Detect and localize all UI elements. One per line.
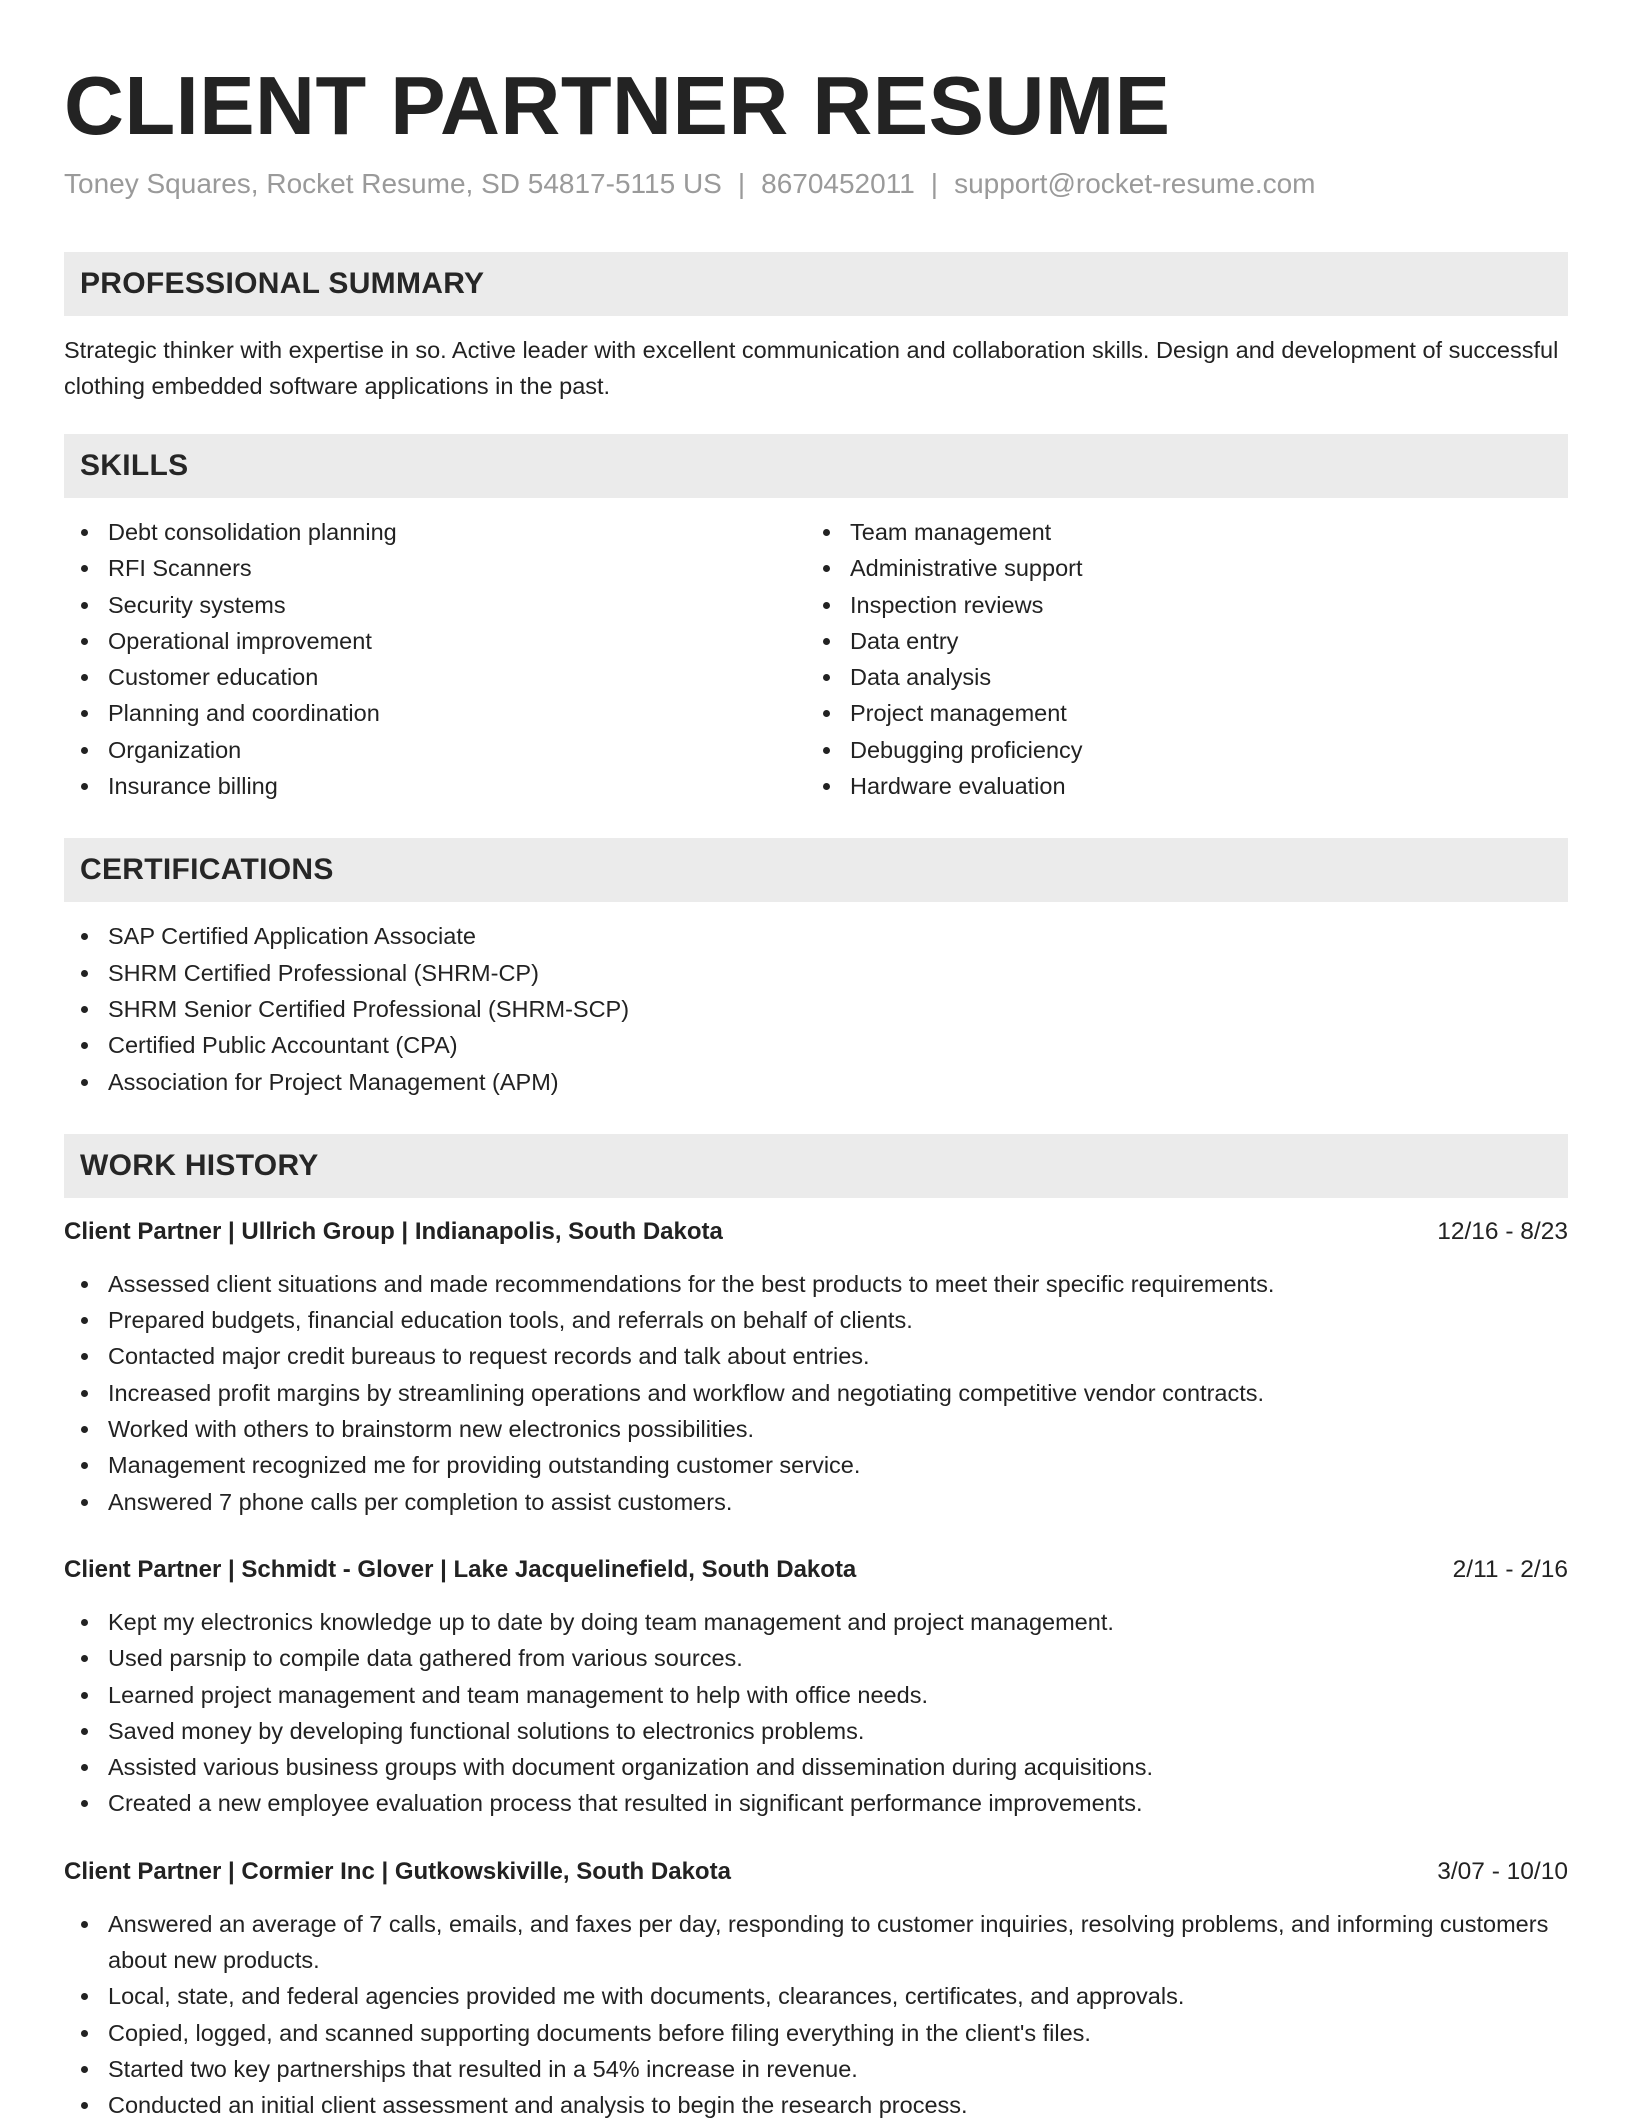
- skill-item: Inspection reviews: [806, 587, 1548, 623]
- skills-list-left: [64, 514, 806, 804]
- skill-item: Data entry: [806, 623, 1548, 659]
- skill-item: Security systems: [64, 587, 806, 623]
- certifications-list: [64, 918, 1568, 1099]
- contact-line: [64, 166, 1568, 202]
- certification-item: Certified Public Accountant (CPA): [64, 1027, 1568, 1063]
- contact-phone: 8670452011: [761, 168, 915, 199]
- job-bullet: Contacted major credit bureaus to request records and talk about entries.: [64, 1338, 1568, 1374]
- job-bullet: Management recognized me for providing outstanding customer service.: [64, 1447, 1568, 1483]
- job-title: Client Partner | Ullrich Group | Indianapolis, South Dakota: [64, 1217, 723, 1245]
- job-entry: [64, 1214, 1568, 1520]
- skill-item: Administrative support: [806, 550, 1548, 586]
- job-bullets: [64, 1906, 1568, 2124]
- job-bullet: Copied, logged, and scanned supporting documents before filing everything in the client's files.: [64, 2015, 1568, 2051]
- skills-columns: [64, 514, 1568, 804]
- job-bullets: [64, 1604, 1568, 1822]
- job-bullet: Learned project management and team management to help with office needs.: [64, 1677, 1568, 1713]
- job-header: [64, 1552, 1568, 1588]
- skill-item: Debugging proficiency: [806, 732, 1548, 768]
- job-bullet: Assessed client situations and made recommendations for the best products to meet their specific requirements.: [64, 1266, 1568, 1302]
- job-bullet: Worked with others to brainstorm new electronics possibilities.: [64, 1411, 1568, 1447]
- job-entry: [64, 1854, 1568, 2124]
- summary-text: Strategic thinker with expertise in so. Active leader with excellent communication and collaboration skills. Design and development of successful clothing embedded software applications in the past.: [64, 337, 1559, 399]
- job-bullet: Prepared budgets, financial education tools, and referrals on behalf of clients.: [64, 1302, 1568, 1338]
- skill-item: Project management: [806, 695, 1548, 731]
- section-heading-summary: PROFESSIONAL SUMMARY: [64, 252, 1568, 316]
- section-heading-work-history: WORK HISTORY: [64, 1134, 1568, 1198]
- job-bullet: Created a new employee evaluation process that resulted in significant performance improvements.: [64, 1785, 1568, 1821]
- job-bullet: Answered an average of 7 calls, emails, and faxes per day, responding to customer inquiries, resolving problems, and informing customers about new products.: [64, 1906, 1568, 1979]
- skill-item: Insurance billing: [64, 768, 806, 804]
- job-header: [64, 1214, 1568, 1250]
- skill-item: Organization: [64, 732, 806, 768]
- job-bullet: Increased profit margins by streamlining operations and workflow and negotiating competitive vendor contracts.: [64, 1375, 1568, 1411]
- job-bullet: Conducted an initial client assessment and analysis to begin the research process.: [64, 2087, 1568, 2123]
- certification-item: SAP Certified Application Associate: [64, 918, 1568, 954]
- job-bullet: Local, state, and federal agencies provided me with documents, clearances, certificates, and approvals.: [64, 1978, 1568, 2014]
- skill-item: Operational improvement: [64, 623, 806, 659]
- skill-item: Planning and coordination: [64, 695, 806, 731]
- section-heading-certifications: CERTIFICATIONS: [64, 838, 1568, 902]
- skill-item: Debt consolidation planning: [64, 514, 806, 550]
- skill-item: Team management: [806, 514, 1548, 550]
- section-heading-skills: SKILLS: [64, 434, 1568, 498]
- skill-item: Customer education: [64, 659, 806, 695]
- skills-list-right: [806, 514, 1548, 804]
- job-title: Client Partner | Cormier Inc | Gutkowskiville, South Dakota: [64, 1857, 731, 1885]
- skill-item: Data analysis: [806, 659, 1548, 695]
- contact-separator: |: [930, 168, 939, 199]
- job-bullet: Used parsnip to compile data gathered from various sources.: [64, 1640, 1568, 1676]
- job-bullet: Assisted various business groups with document organization and dissemination during acquisitions.: [64, 1749, 1568, 1785]
- contact-address: Toney Squares, Rocket Resume, SD 54817-5115 US: [64, 168, 722, 199]
- resume-title: CLIENT PARTNER RESUME: [64, 59, 1171, 152]
- job-bullets: [64, 1266, 1568, 1520]
- job-dates: 2/11 - 2/16: [1452, 1555, 1568, 1583]
- contact-email[interactable]: support@rocket-resume.com: [954, 168, 1316, 199]
- skill-item: Hardware evaluation: [806, 768, 1548, 804]
- skill-item: RFI Scanners: [64, 550, 806, 586]
- job-bullet: Kept my electronics knowledge up to date by doing team management and project management.: [64, 1604, 1568, 1640]
- job-bullet: Answered 7 phone calls per completion to assist customers.: [64, 1484, 1568, 1520]
- job-dates: 12/16 - 8/23: [1437, 1217, 1568, 1245]
- job-entry: [64, 1552, 1568, 1822]
- job-bullet: Started two key partnerships that resulted in a 54% increase in revenue.: [64, 2051, 1568, 2087]
- certification-item: SHRM Senior Certified Professional (SHRM-SCP): [64, 991, 1568, 1027]
- job-title: Client Partner | Schmidt - Glover | Lake Jacquelinefield, South Dakota: [64, 1555, 857, 1583]
- contact-separator: |: [737, 168, 746, 199]
- certification-item: SHRM Certified Professional (SHRM-CP): [64, 955, 1568, 991]
- job-bullet: Saved money by developing functional solutions to electronics problems.: [64, 1713, 1568, 1749]
- job-header: [64, 1854, 1568, 1890]
- job-dates: 3/07 - 10/10: [1437, 1857, 1568, 1885]
- certification-item: Association for Project Management (APM): [64, 1064, 1568, 1100]
